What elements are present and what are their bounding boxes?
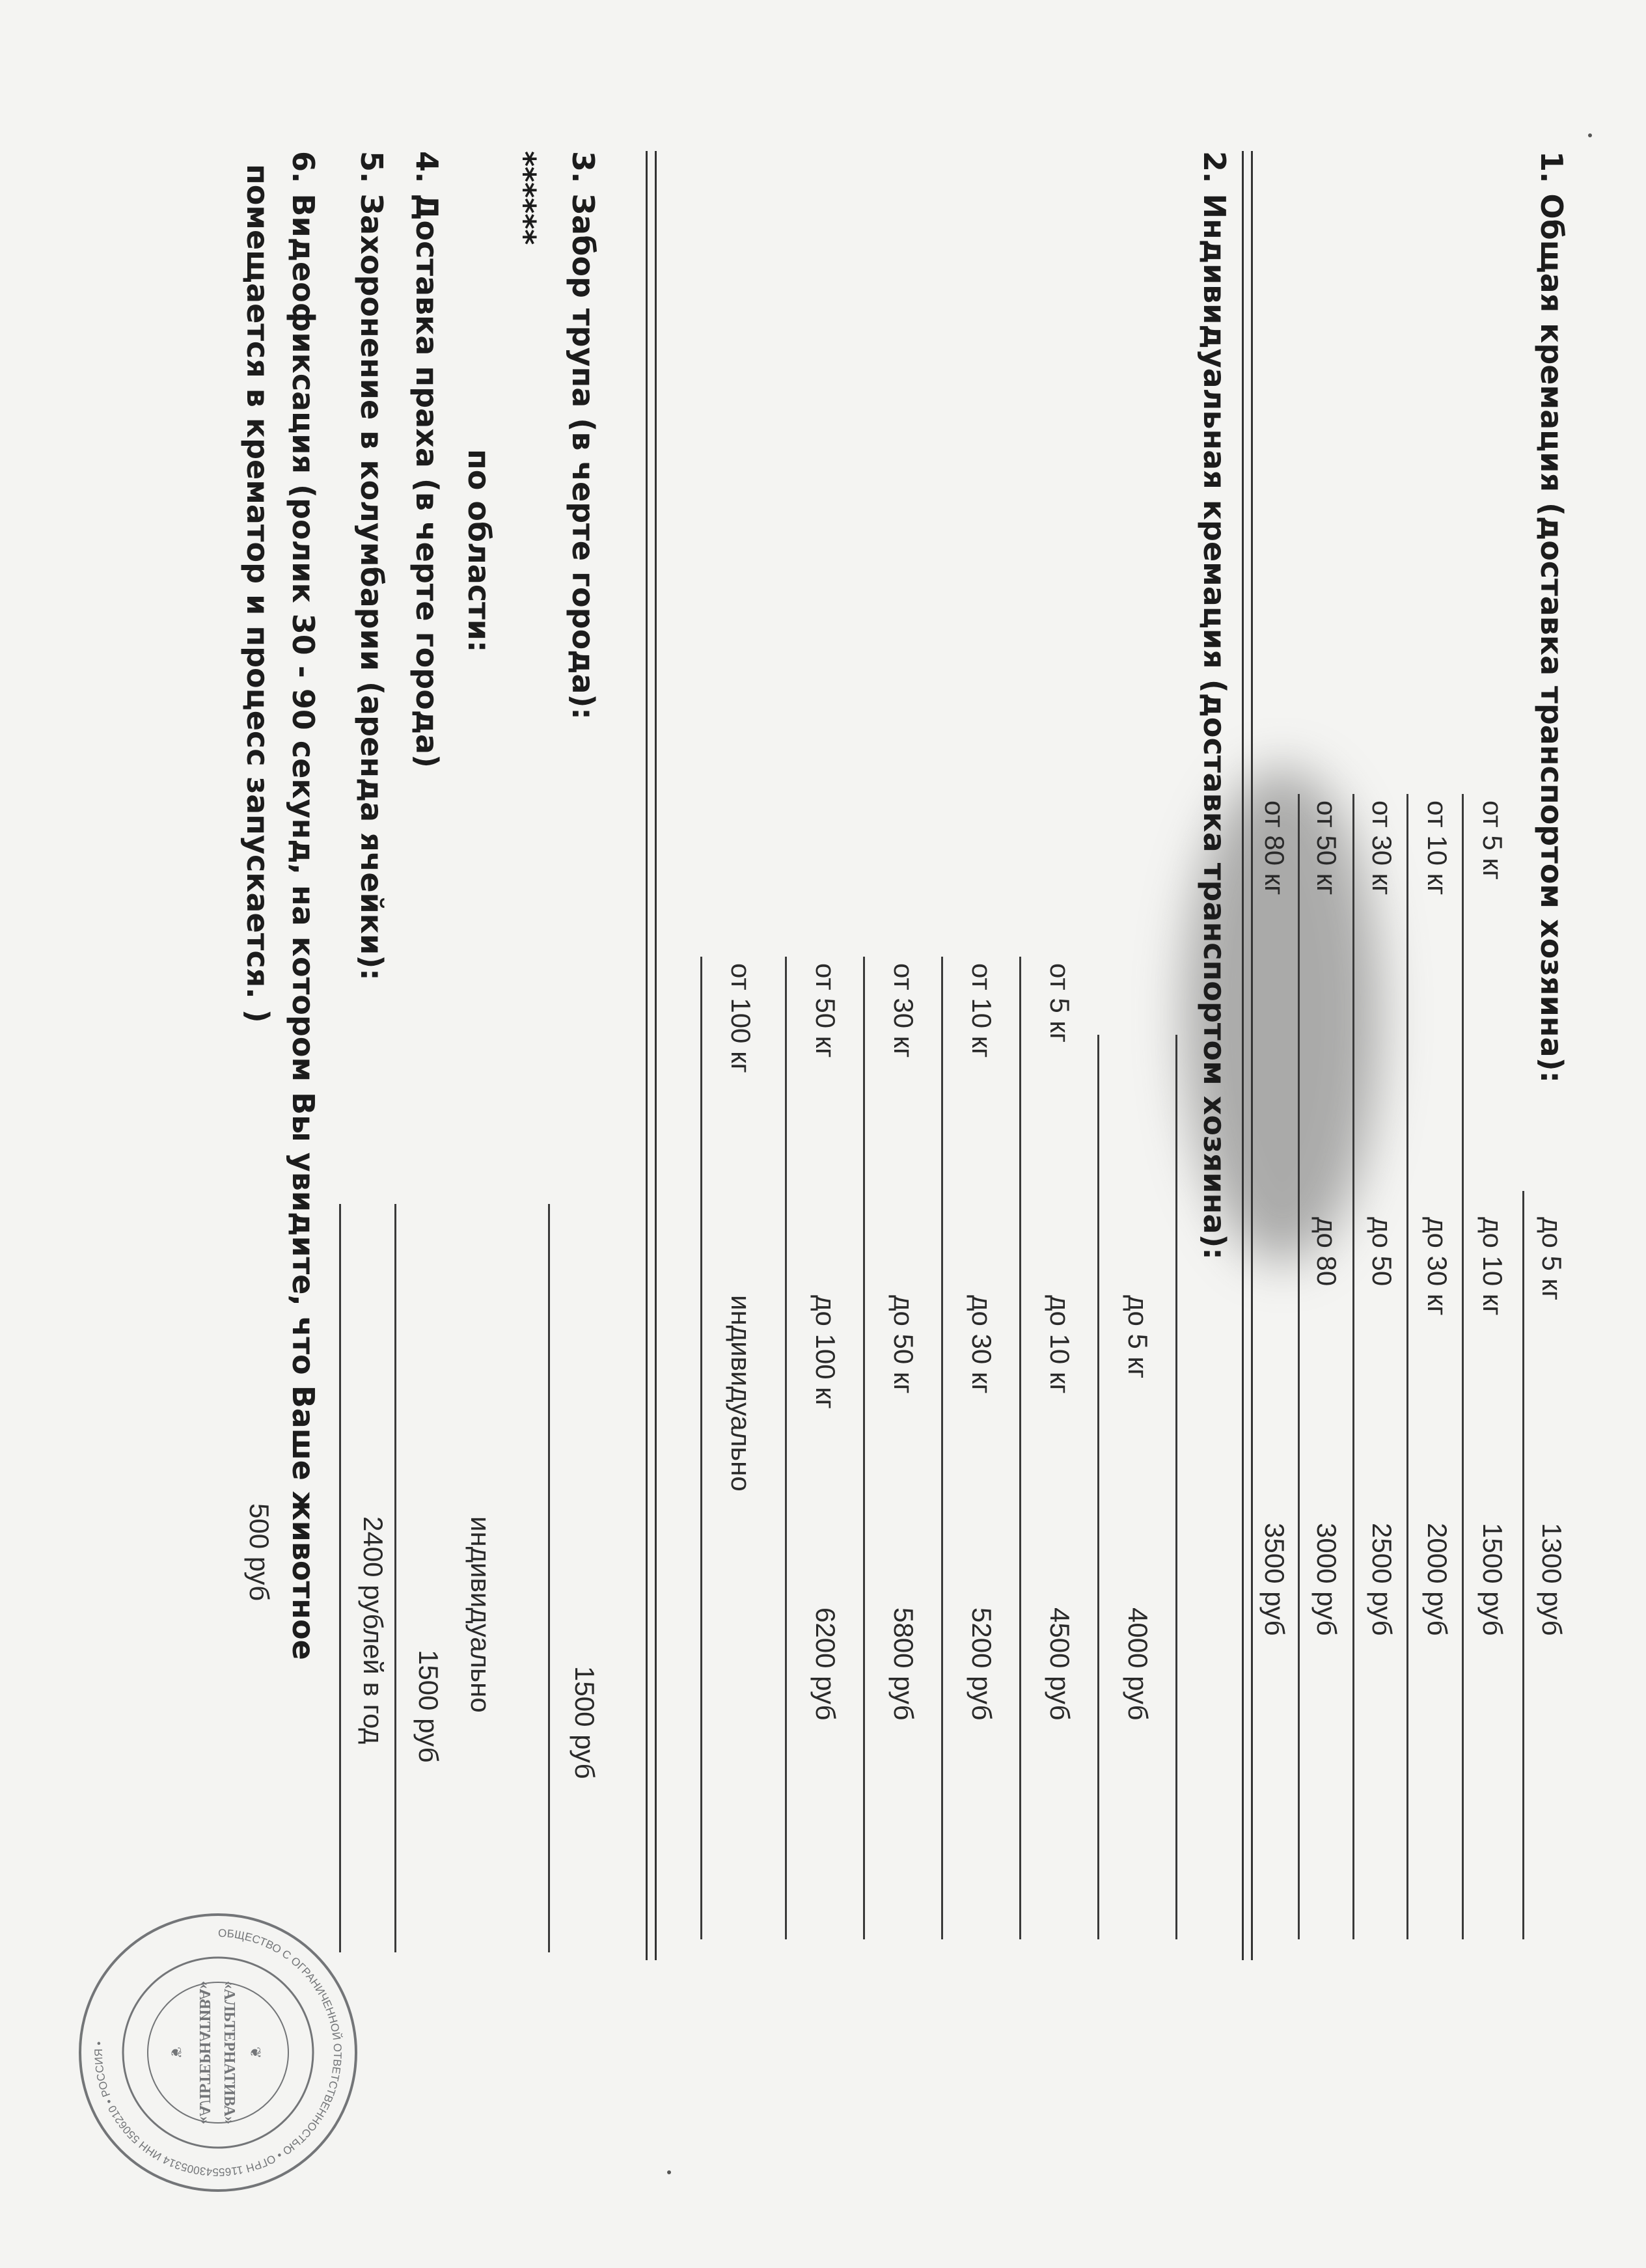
row-divider	[548, 1204, 550, 1952]
s2-row2-from: от 5 кг	[1045, 963, 1075, 1043]
s1-row1-price: 1300 руб	[1537, 1523, 1567, 1636]
row-divider	[394, 1204, 396, 1952]
section3-sub-label: по области:	[461, 449, 497, 653]
section4-title: 4. Доставка праха (в черте города)	[409, 151, 445, 769]
section-double-divider	[1242, 151, 1253, 1960]
row-divider	[941, 957, 943, 1939]
row-divider	[785, 957, 787, 1939]
s1-row3-from: от 10 кг	[1422, 800, 1453, 895]
s2-row2-price: 4500 руб	[1045, 1607, 1075, 1721]
row-divider	[1175, 1035, 1177, 1939]
s2-row6-to: индивидуально	[726, 1295, 756, 1492]
row-divider	[1019, 957, 1021, 1939]
section3-sub-marker: ******	[507, 151, 542, 245]
s1-row3-to: до 30 кг	[1422, 1217, 1453, 1316]
row-divider	[339, 1204, 341, 1952]
section1-title: 1. Общая кремация (доставка транспортом хозяина):	[1534, 151, 1569, 1084]
s1-row5-price: 3000 руб	[1311, 1523, 1342, 1636]
section-double-divider	[646, 151, 657, 1960]
seal-outer-text: ОБЩЕСТВО С ОГРАНИЧЕННОЙ ОТВЕТСТВЕННОСТЬЮ • ОГРН 1165543005314 ИНН 5506210 • РОССИЯ •	[92, 1926, 344, 2179]
s2-row3-to: до 30 кг	[967, 1295, 997, 1394]
s1-row4-price: 2500 руб	[1367, 1523, 1397, 1636]
seal-ornament-icon: ❦	[247, 2046, 263, 2059]
row-divider	[1352, 794, 1354, 1939]
section6-price: 500 руб	[244, 1503, 275, 1602]
company-seal	[79, 1913, 357, 2192]
section3-price: 1500 руб	[569, 1666, 600, 1779]
s2-row4-to: до 50 кг	[888, 1295, 919, 1394]
s1-row6-price: 3500 руб	[1259, 1523, 1290, 1636]
seal-name-mirrored: «АЛЬТЕРНАТИВА»	[196, 1980, 213, 2125]
row-divider	[1522, 1191, 1524, 1939]
s2-row5-to: до 100 кг	[810, 1295, 841, 1409]
seal-ornament-icon: ❦	[167, 2046, 184, 2059]
s1-row5-from: от 50 кг	[1311, 800, 1342, 895]
section5-price: 2400 рублей в год	[358, 1516, 389, 1744]
s2-row5-from: от 50 кг	[810, 963, 841, 1058]
s2-row1-price: 4000 руб	[1123, 1607, 1153, 1721]
s1-row2-to: до 10 кг	[1477, 1217, 1508, 1316]
section4-price: 1500 руб	[413, 1650, 444, 1763]
s2-row4-from: от 30 кг	[888, 963, 919, 1058]
section2-title: 2. Индивидуальная кремация (доставка транспортом хозяина):	[1197, 151, 1232, 1260]
row-divider	[863, 957, 865, 1939]
row-divider	[1298, 794, 1300, 1939]
s1-row5-to: до 80	[1311, 1217, 1342, 1287]
s1-row1-to: до 5 кг	[1537, 1217, 1567, 1301]
s2-row3-price: 5200 руб	[967, 1607, 997, 1721]
row-divider	[1097, 1035, 1099, 1939]
section6-line1: 6. Видеофиксация (ролик 30 - 90 секунд, на котором Вы увидите, что Ваше животное	[286, 151, 321, 1660]
s2-row1-to: до 5 кг	[1123, 1295, 1153, 1379]
row-divider	[700, 957, 702, 1939]
company-seal-graphic	[81, 1916, 355, 2189]
s2-row4-price: 5800 руб	[888, 1607, 919, 1721]
section3-sub-price: индивидуально	[465, 1516, 496, 1713]
s1-row6-from: от 80 кг	[1259, 800, 1290, 895]
row-divider	[1462, 794, 1464, 1939]
row-divider	[1406, 794, 1408, 1939]
section3-title: 3. Забор трупа (в черте города):	[566, 151, 601, 720]
svg-text:ОБЩЕСТВО С ОГРАНИЧЕННОЙ ОТВЕТС	[92, 1927, 344, 2178]
s2-row6-from: от 100 кг	[726, 963, 756, 1073]
s1-row4-from: от 30 кг	[1367, 800, 1397, 895]
s2-row5-price: 6200 руб	[810, 1607, 841, 1721]
section5-title: 5. Захоронение в колумбарии (аренда ячейки):	[354, 151, 389, 981]
seal-name: «АЛЬТЕРНАТИВА»	[221, 1980, 238, 2125]
s1-row2-price: 1500 руб	[1477, 1523, 1508, 1636]
s1-row4-to: до 50	[1367, 1217, 1397, 1287]
section6-line2: помещается в крематор и процесс запускается. )	[240, 164, 275, 1023]
s1-row3-price: 2000 руб	[1422, 1523, 1453, 1636]
s1-row2-from: от 5 кг	[1477, 800, 1508, 881]
s2-row2-to: до 10 кг	[1045, 1295, 1075, 1394]
s2-row3-from: от 10 кг	[967, 963, 997, 1058]
